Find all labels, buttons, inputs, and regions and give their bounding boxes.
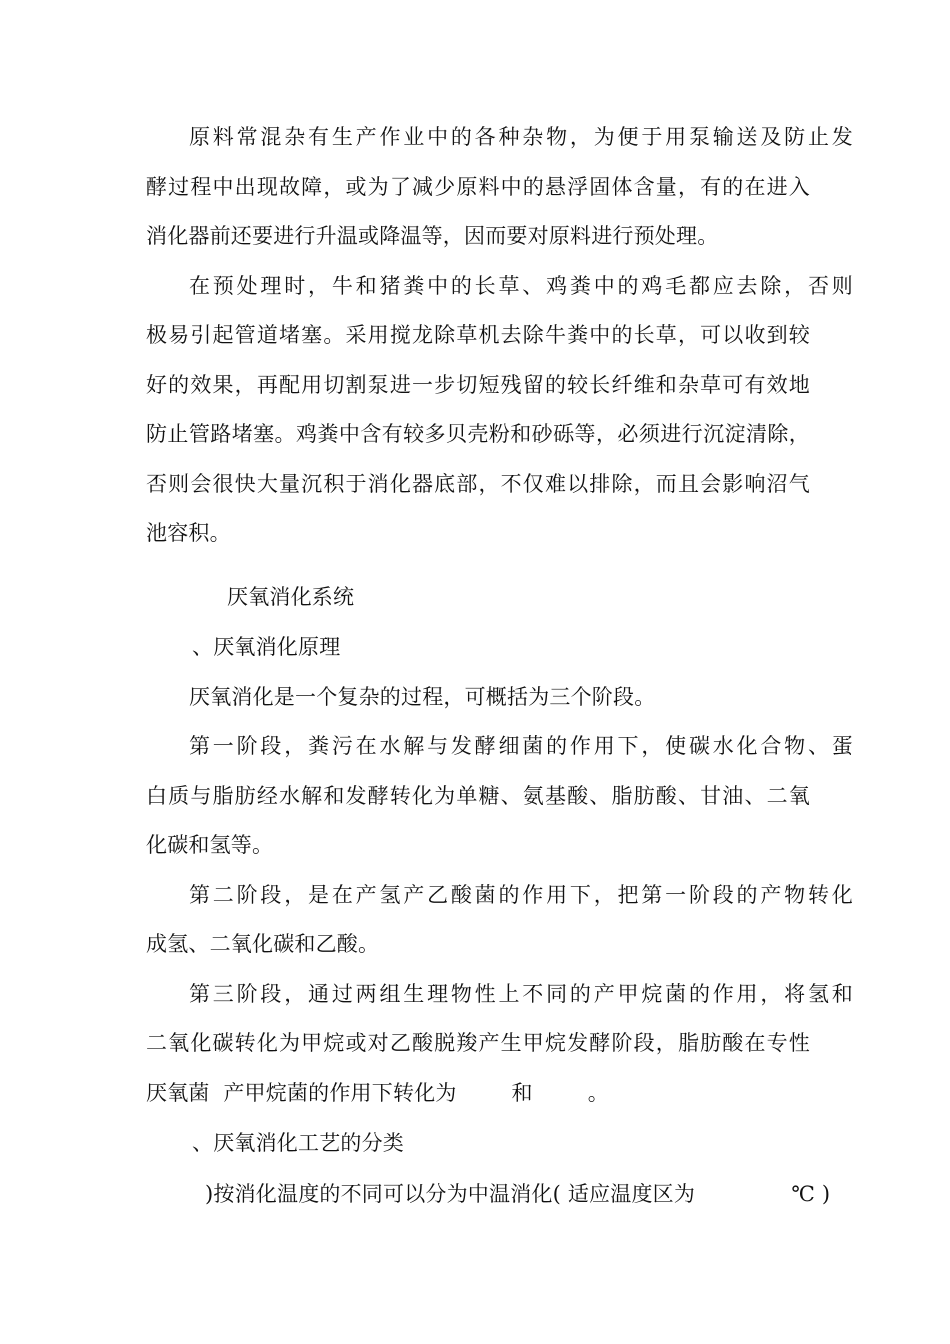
paragraph-line: 原料常混杂有生产作业中的各种杂物，为便于用泵输送及防止发 (189, 125, 853, 149)
paragraph-line: 白质与脂肪经水解和发酵转化为单糖、氨基酸、脂肪酸、甘油、二氧 (146, 784, 810, 808)
paragraph-line: 好的效果，再配用切割泵进一步切短残留的较长纤维和杂草可有效地 (146, 373, 810, 397)
paragraph-line: 化碳和氢等。 (146, 833, 274, 857)
paragraph-line: 否则会很快大量沉积于消化器底部，不仅难以排除，而且会影响沼气 (146, 472, 810, 496)
paragraph-line: 二氧化碳转化为甲烷或对乙酸脱羧产生甲烷发酵阶段，脂肪酸在专性 (146, 1031, 810, 1055)
subsection-heading: 、厌氧消化原理 (192, 635, 341, 659)
paragraph-line: 极易引起管道堵塞。采用搅龙除草机去除牛粪中的长草，可以收到较 (146, 323, 810, 347)
paragraph-line: 防止管路堵塞。鸡粪中含有较多贝壳粉和砂砾等，必须进行沉淀清除， (146, 422, 810, 446)
paragraph-line: )按消化温度的不同可以分为中温消化( 适应温度区为 ℃ ) (205, 1182, 831, 1206)
paragraph-line: 厌氧菌 产甲烷菌的作用下转化为 和 。 (146, 1081, 609, 1105)
section-heading: 厌氧消化系统 (227, 585, 355, 609)
paragraph-line: 酵过程中出现故障，或为了减少原料中的悬浮固体含量，有的在进入 (146, 175, 810, 199)
paragraph-line: 第二阶段，是在产氢产乙酸菌的作用下，把第一阶段的产物转化 (189, 883, 853, 907)
paragraph-line: 厌氧消化是一个复杂的过程，可概括为三个阶段。 (189, 685, 656, 709)
subsection-heading: 、厌氧消化工艺的分类 (192, 1131, 404, 1155)
paragraph-line: 消化器前还要进行升温或降温等，因而要对原料进行预处理。 (146, 224, 719, 248)
paragraph-line: 第三阶段，通过两组生理物性上不同的产甲烷菌的作用，将氢和 (189, 982, 853, 1006)
paragraph-line: 在预处理时，牛和猪粪中的长草、鸡粪中的鸡毛都应去除，否则 (189, 274, 853, 298)
paragraph-line: 第一阶段，粪污在水解与发酵细菌的作用下，使碳水化合物、蛋 (189, 734, 853, 758)
paragraph-line: 成氢、二氧化碳和乙酸。 (146, 932, 380, 956)
paragraph-line: 池容积。 (146, 521, 231, 545)
